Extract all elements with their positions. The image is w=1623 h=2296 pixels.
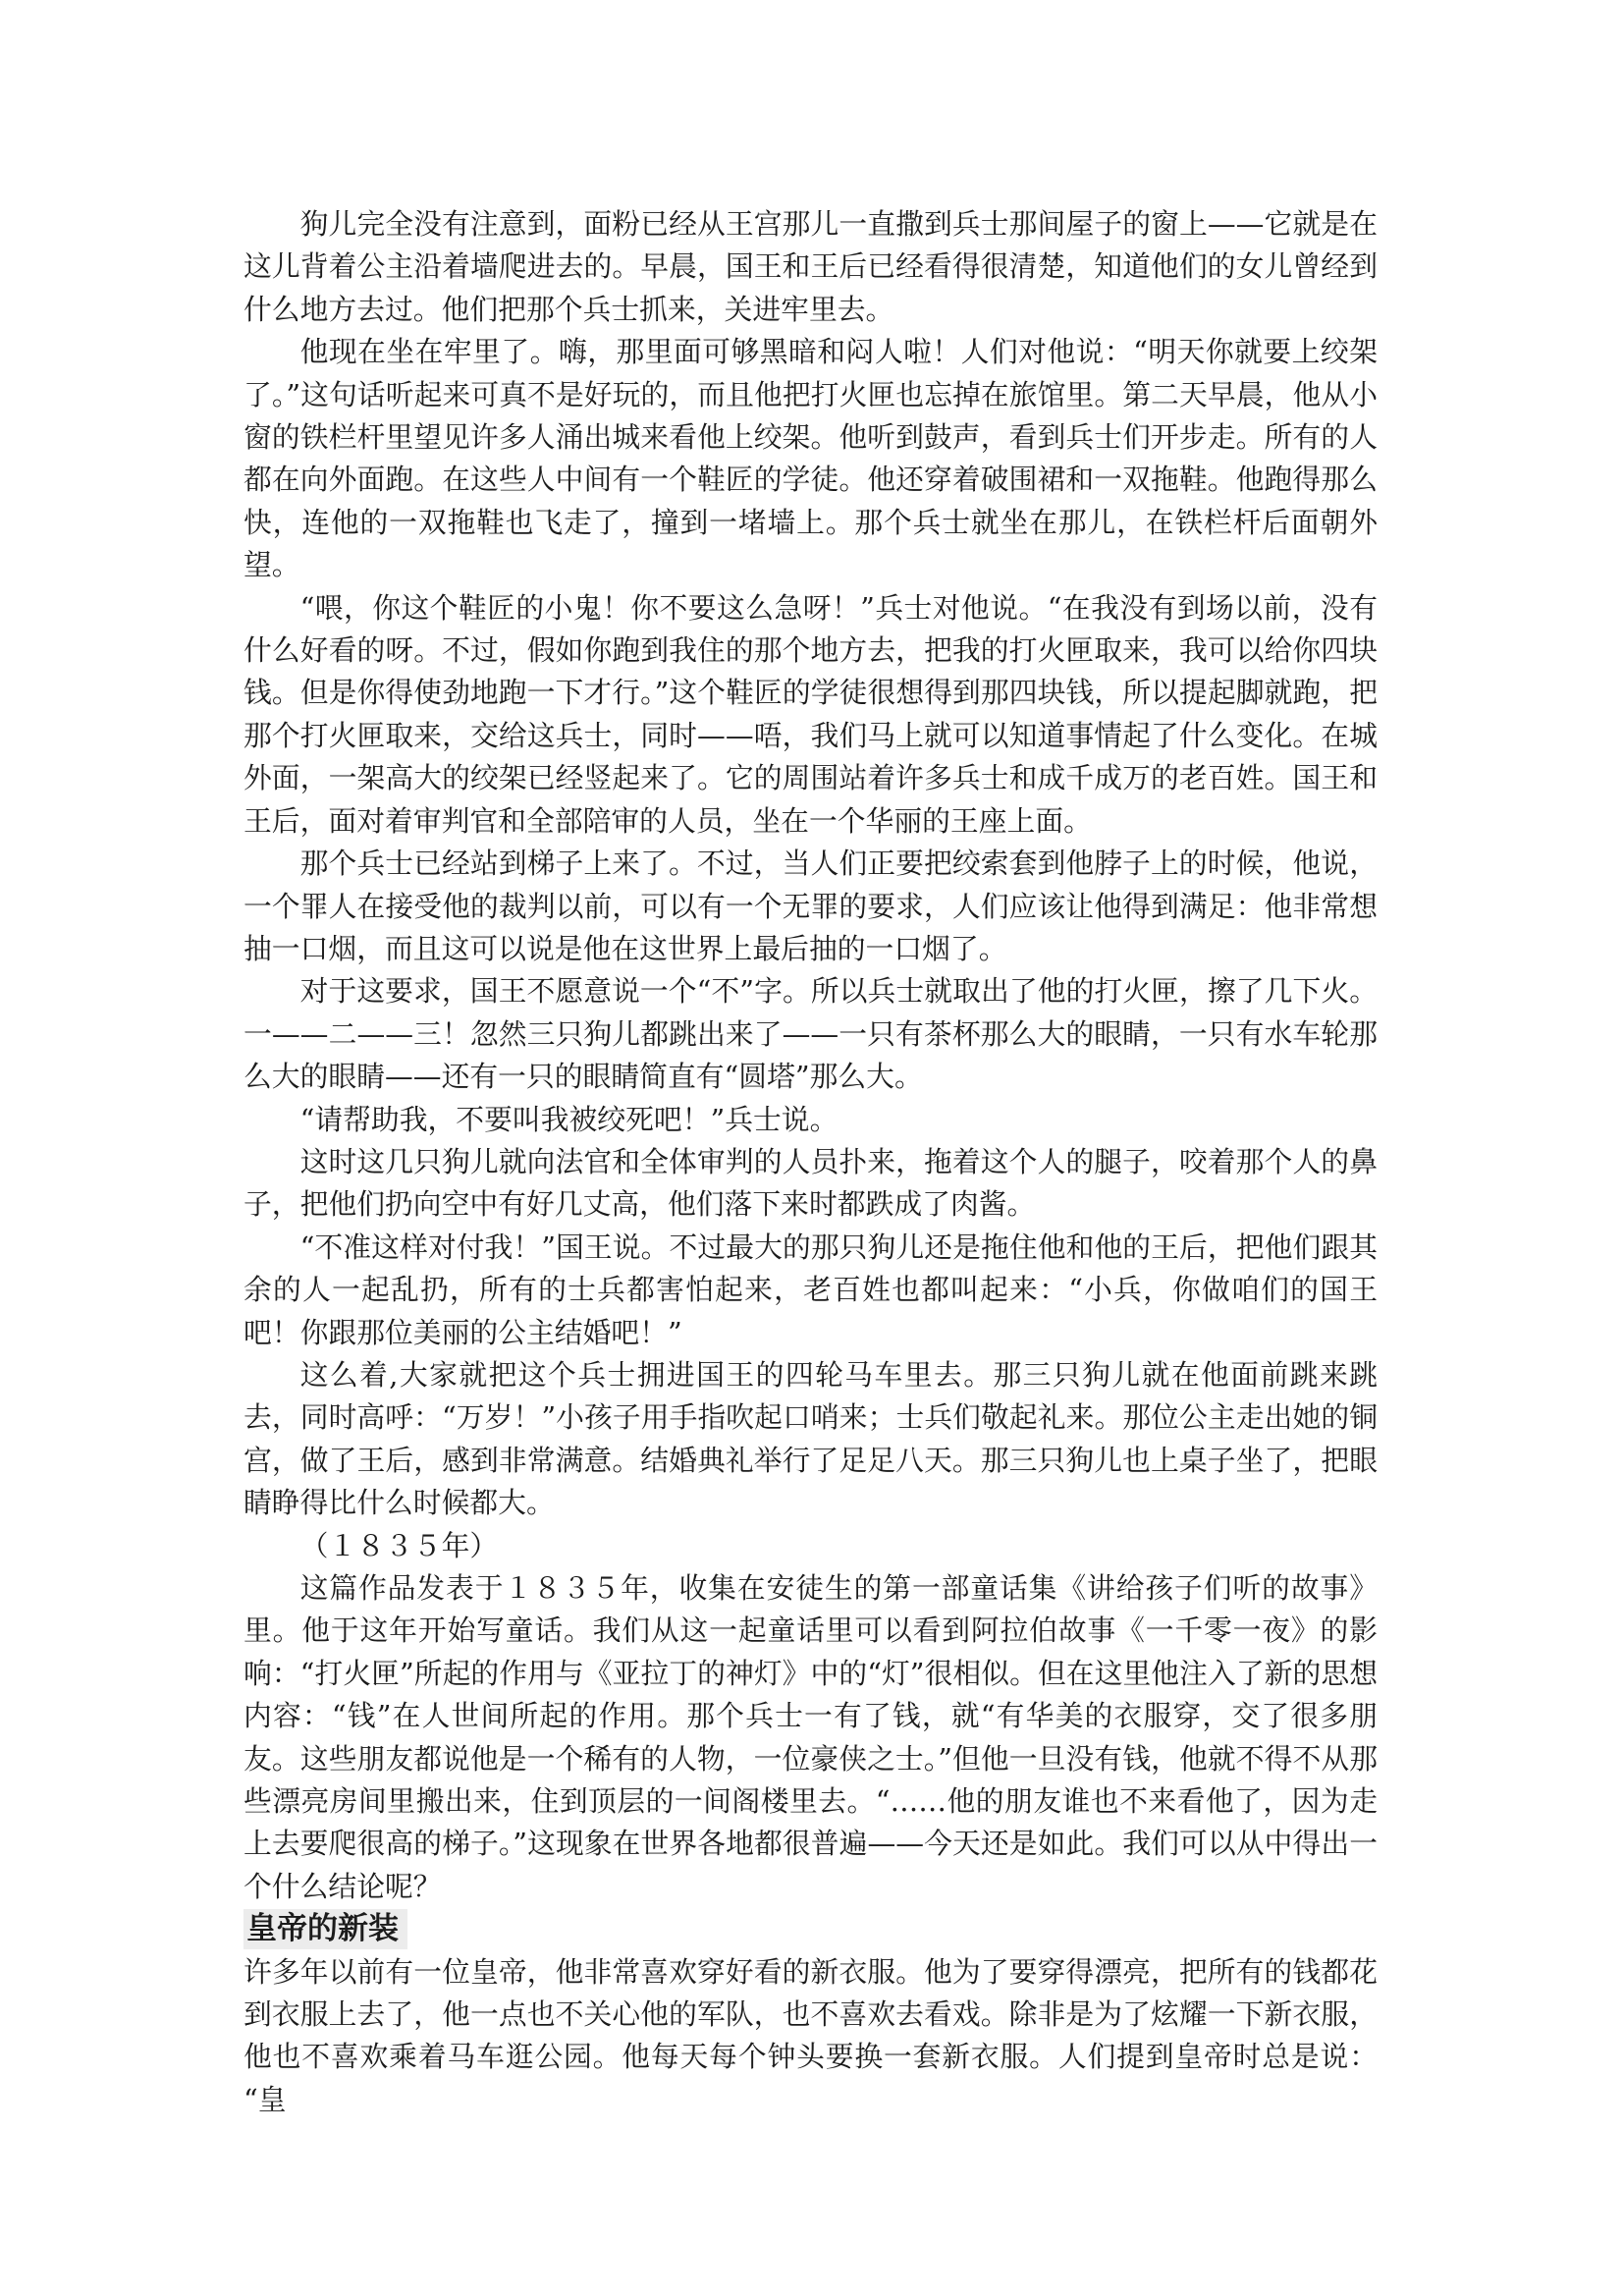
page-text-block [243,203,1378,2121]
paragraph: “喂，你这个鞋匠的小鬼！你不要这么急呀！”兵士对他说。“在我没有到场以前，没有什么好看的呀。不过，假如你跑到我住的那个地方去，把我的打火匣取来，我可以给你四块钱。但是你得使劲地跑一下才行。”这个鞋匠的学徒很想得到那四块钱，所以提起脚就跑，把那个打火匣取来，交给这兵士，同时——唔，我们马上就可以知道事情起了什么变化。在城外面，一架高大的绞架已经竖起来了。它的周围站着许多兵士和成千成万的老百姓。国王和王后，面对着审判官和全部陪审的人员，坐在一个华丽的王座上面。 [243,590,1378,838]
story-heading-text: 皇帝的新装 [243,1909,407,1949]
paragraph: 对于这要求，国王不愿意说一个“不”字。所以兵士就取出了他的打火匣，擦了几下火。一——二——三！忽然三只狗儿都跳出来了——一只有茶杯那么大的眼睛，一只有水车轮那么大的眼睛——还有一只的眼睛简直有“圆塔”那么大。 [243,974,1378,1094]
paragraph: “请帮助我，不要叫我被绞死吧！”兵士说。 [299,1102,839,1136]
paragraph: 许多年以前有一位皇帝，他非常喜欢穿好看的新衣服。他为了要穿得漂亮，把所有的钱都花到衣服上去了，他一点也不关心他的军队，也不喜欢去看戏。除非是为了炫耀一下新衣服，他也不喜欢乘着马车逛公园。他每天每个钟头要换一套新衣服。人们提到皇帝时总是说：“皇 [243,1954,1378,2116]
paragraph: 这么着,大家就把这个兵士拥进国王的四轮马车里去。那三只狗儿就在他面前跳来跳去，同时高呼：“万岁！”小孩子用手指吹起口哨来；士兵们敬起礼来。那位公主走出她的铜宫，做了王后，感到非常满意。结婚典礼举行了足足八天。那三只狗儿也上桌子坐了，把眼睛睁得比什么时候都大。 [243,1357,1378,1520]
paragraph: （１８３５年） [299,1528,499,1562]
paragraph: 狗儿完全没有注意到，面粉已经从王宫那儿一直撒到兵士那间屋子的窗上——它就是在这儿背着公主沿着墙爬进去的。早晨，国王和王后已经看得很清楚，知道他们的女儿曾经到什么地方去过。他们把那个兵士抓来，关进牢里去。 [243,207,1378,326]
story-heading [243,1908,1378,1950]
paragraph: 这篇作品发表于１８３５年，收集在安徒生的第一部童话集《讲给孩子们听的故事》里。他于这年开始写童话。我们从这一起童话里可以看到阿拉伯故事《一千零一夜》的影响：“打火匣”所起的作用与《亚拉丁的神灯》中的“灯”很相似。但在这里他注入了新的思想内容：“钱”在人世间所起的作用。那个兵士一有了钱，就“有华美的衣服穿，交了很多朋友。这些朋友都说他是一个稀有的人物，一位豪侠之士。”但他一旦没有钱，他就不得不从那些漂亮房间里搬出来，住到顶层的一间阁楼里去。“……他的朋友谁也不来看他了，因为走上去要爬很高的梯子。”这现象在世界各地都很普遍——今天还是如此。我们可以从中得出一个什么结论呢？ [243,1571,1378,1903]
paragraph: “不准这样对付我！”国王说。不过最大的那只狗儿还是拖住他和他的王后，把他们跟其余的人一起乱扔，所有的士兵都害怕起来，老百姓也都叫起来：“小兵，你做咱们的国王吧！你跟那位美丽的公主结婚吧！” [243,1230,1378,1349]
paragraph: 这时这几只狗儿就向法官和全体审判的人员扑来，拖着这个人的腿子，咬着那个人的鼻子，把他们扔向空中有好几丈高，他们落下来时都跌成了肉酱。 [243,1144,1378,1222]
paragraph: 那个兵士已经站到梯子上来了。不过，当人们正要把绞索套到他脖子上的时候，他说，一个罪人在接受他的裁判以前，可以有一个无罪的要求，人们应该让他得到满足：他非常想抽一口烟，而且这可以说是他在这世界上最后抽的一口烟了。 [243,847,1378,965]
paragraph: 他现在坐在牢里了。嗨，那里面可够黑暗和闷人啦！人们对他说：“明天你就要上绞架了。”这句话听起来可真不是好玩的，而且他把打火匣也忘掉在旅馆里。第二天早晨，他从小窗的铁栏杆里望见许多人涌出城来看他上绞架。他听到鼓声，看到兵士们开步走。所有的人都在向外面跑。在这些人中间有一个鞋匠的学徒。他还穿着破围裙和一双拖鞋。他跑得那么快，连他的一双拖鞋也飞走了，撞到一堵墙上。那个兵士就坐在那儿，在铁栏杆后面朝外望。 [243,335,1378,582]
